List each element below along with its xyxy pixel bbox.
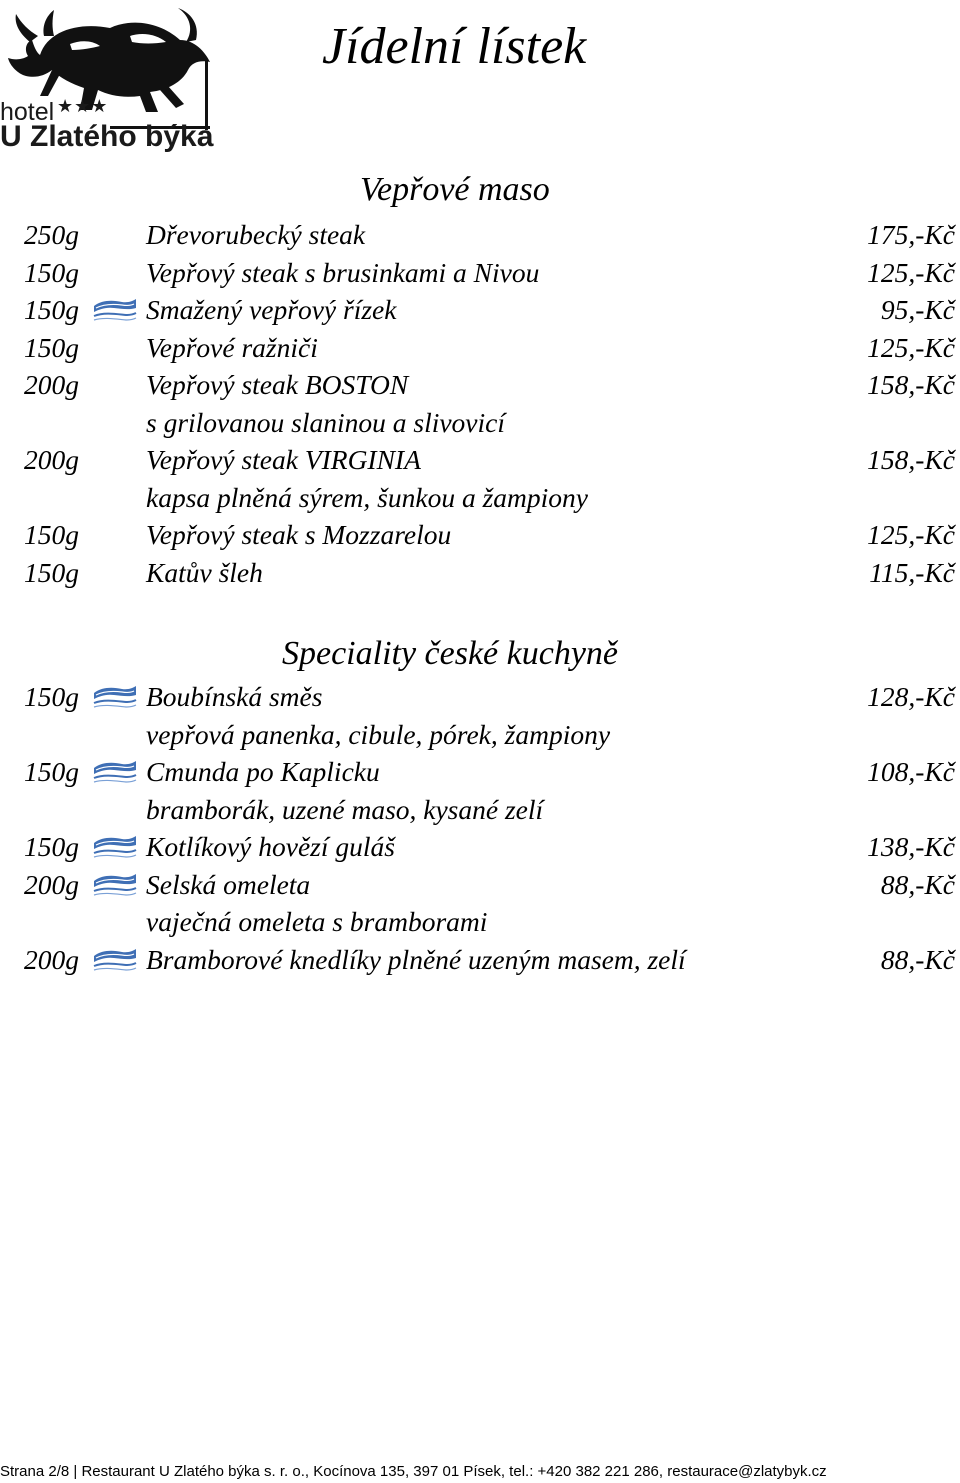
item-description: kapsa plněná sýrem, šunkou a žampiony: [146, 481, 588, 513]
menu-item: [0, 293, 960, 327]
item-price: 158,-Kč: [867, 369, 955, 400]
item-weight: 150g: [24, 556, 79, 588]
item-weight: 150g: [24, 831, 79, 862]
item-price: 158,-Kč: [867, 444, 955, 475]
menu-item: [0, 256, 960, 290]
item-price: 125,-Kč: [867, 331, 955, 363]
item-weight: 150g: [24, 331, 79, 363]
item-name: Bramborové knedlíky plněné uzeným masem, zelí: [146, 943, 686, 975]
logo-stars: ★★★: [57, 96, 109, 116]
menu-item: [0, 218, 960, 252]
czech-specials-icon: [92, 758, 138, 786]
czech-specials-icon: [92, 683, 138, 711]
item-name: Vepřový steak s Mozzarelou: [146, 519, 452, 550]
item-price: 115,-Kč: [869, 556, 955, 588]
czech-specials-icon: [92, 871, 138, 899]
item-name: Vepřový steak VIRGINIA: [146, 444, 421, 475]
item-weight: 200g: [24, 943, 79, 975]
item-weight: 150g: [24, 256, 79, 288]
item-name: Vepřový steak s brusinkami a Nivou: [146, 256, 540, 288]
menu-item-description-row: [0, 406, 960, 440]
item-name: Vepřové ražniči: [146, 331, 318, 363]
item-price: 88,-Kč: [880, 868, 955, 900]
logo-name: U Zlatého býka: [0, 120, 214, 153]
czech-specials-icon: [92, 296, 138, 324]
item-weight: 200g: [24, 369, 79, 400]
item-price: 125,-Kč: [867, 519, 955, 550]
item-weight: 250g: [24, 219, 79, 250]
section-title: Vepřové maso: [360, 171, 550, 208]
menu-item: [0, 443, 960, 477]
item-weight: 200g: [24, 444, 79, 475]
item-price: 95,-Kč: [880, 294, 955, 325]
item-name: Kotlíkový hovězí guláš: [146, 831, 395, 862]
item-weight: 150g: [24, 294, 79, 325]
item-price: 128,-Kč: [867, 681, 955, 712]
item-price: 125,-Kč: [867, 256, 955, 288]
menu-item: [0, 331, 960, 365]
item-name: Vepřový steak BOSTON: [146, 369, 409, 400]
item-description: s grilovanou slaninou a slivovicí: [146, 406, 506, 438]
item-weight: 150g: [24, 756, 79, 787]
menu-item: [0, 368, 960, 402]
item-description: bramborák, uzené maso, kysané zelí: [146, 793, 544, 825]
menu-item: [0, 755, 960, 789]
item-name: Katův šleh: [146, 556, 263, 588]
item-price: 175,-Kč: [867, 219, 955, 250]
item-weight: 200g: [24, 868, 79, 900]
item-name: Cmunda po Kaplicku: [146, 756, 380, 787]
hotel-logo: [0, 0, 216, 152]
item-price: 88,-Kč: [880, 943, 955, 975]
item-name: Selská omeleta: [146, 868, 311, 900]
menu-item-description-row: [0, 905, 960, 939]
item-description: vaječná omeleta s bramborami: [146, 906, 488, 937]
item-price: 108,-Kč: [867, 756, 955, 787]
item-name: Boubínská směs: [146, 681, 323, 712]
menu-item: [0, 556, 960, 590]
item-name: Dřevorubecký steak: [146, 219, 366, 250]
menu-item: [0, 518, 960, 552]
menu-item: [0, 680, 960, 714]
menu-item: [0, 868, 960, 902]
menu-item-description-row: [0, 481, 960, 515]
page-footer: Strana 2/8 | Restaurant U Zlatého býka s. r. o., Kocínova 135, 397 01 Písek, tel.: +420 382 221 286, restaurace@zlatybyk.cz: [0, 1463, 827, 1480]
section-title: Speciality české kuchyně: [282, 635, 619, 672]
item-description: vepřová panenka, cibule, pórek, žampiony: [146, 718, 611, 750]
menu-item: [0, 830, 960, 864]
menu-item-description-row: [0, 718, 960, 752]
page-title: Jídelní lístek: [322, 18, 587, 75]
czech-specials-icon: [92, 833, 138, 861]
czech-specials-icon: [92, 946, 138, 974]
menu-item: [0, 943, 960, 977]
item-price: 138,-Kč: [867, 831, 955, 862]
item-name: Smažený vepřový řízek: [146, 294, 397, 325]
logo-hotel-text: hotel: [0, 98, 55, 126]
item-weight: 150g: [24, 681, 79, 712]
item-weight: 150g: [24, 519, 79, 550]
menu-item-description-row: [0, 793, 960, 827]
